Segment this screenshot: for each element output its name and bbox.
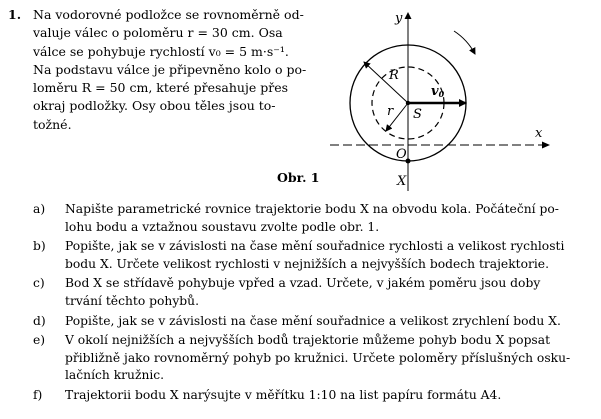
question-line: bodu X. Určete velikost rychlosti v nejnižších a nejvyšších bodech trajektorie. <box>65 256 549 271</box>
intro-line: okraj podložky. Osy obou těles jsou to- <box>33 98 276 114</box>
intro-line: Na vodorovné podložce se rovnoměrně od- <box>33 7 304 22</box>
question-label: a) <box>33 202 46 216</box>
question-line: Popište, jak se v závislosti na čase mění souřadnice a velikost zrychlení bodu X. <box>65 313 561 328</box>
radius-r-label: r <box>387 104 394 119</box>
question-a <box>33 201 588 236</box>
intro-line: loměru R = 50 cm, které přesahuje přes <box>33 80 289 96</box>
origin-label: O <box>396 147 407 162</box>
question-line: trvání těchto pohybů. <box>65 293 199 308</box>
question-label: b) <box>33 239 46 254</box>
y-axis-label: y <box>395 11 403 26</box>
x-axis-arrowhead <box>542 142 550 149</box>
figure-caption: Obr. 1 <box>277 170 320 185</box>
problem-number: 1. <box>8 7 22 22</box>
question-line: lačních kružnic. <box>65 368 165 383</box>
intro-line: tožné. <box>33 116 72 132</box>
question-list <box>33 201 588 405</box>
question-line: Popište, jak se v závislosti na čase mění souřadnice rychlosti a velikost rychlosti <box>65 239 565 254</box>
question-c <box>33 275 588 310</box>
center-label: S <box>413 107 422 122</box>
intro-line: Na podstavu válce je připevněno kolo o po- <box>33 61 307 77</box>
wheel-diagram <box>326 6 596 196</box>
point-x-label: X <box>397 174 407 189</box>
question-line: Trajektorii bodu X narýsujte v měřítku 1:10 na list papíru formátu A4. <box>65 387 502 402</box>
question-f <box>33 387 588 405</box>
problem-intro <box>33 6 308 134</box>
question-label: d) <box>33 313 46 328</box>
question-b <box>33 238 588 273</box>
question-line: V okolí nejnižších a nejvyšších bodů trajektorie můžeme pohyb bodu X popsat <box>65 333 551 348</box>
velocity-label: $v_0$ <box>431 84 445 99</box>
radius-R-label: R <box>389 68 399 83</box>
question-line: lohu bodu a vztažnou soustavu zvolte podle obr. 1. <box>65 219 380 234</box>
question-line: přibližně jako rovnoměrný pohyb po kružnici. Určete poloměry příslušných osku- <box>65 350 571 365</box>
intro-line: válce se pohybuje rychlostí v₀ = 5 m·s⁻¹. <box>33 43 289 59</box>
wheel-figure <box>326 6 596 196</box>
intro-line: valuje válec o poloměru r = 30 cm. Osa <box>33 25 283 41</box>
rotation-arrow <box>454 31 475 54</box>
question-label: c) <box>33 276 45 291</box>
question-e <box>33 332 588 385</box>
question-label: f) <box>33 387 43 402</box>
question-d <box>33 313 588 331</box>
question-line: Bod X se střídavě pohybuje vpřed a vzad. Určete, v jakém poměru jsou doby <box>65 276 541 291</box>
question-line: Napište parametrické rovnice trajektorie bodu X na obvodu kola. Počáteční po- <box>65 202 559 216</box>
question-label: e) <box>33 333 46 348</box>
x-axis-label: x <box>535 126 543 141</box>
center-point <box>406 101 410 105</box>
